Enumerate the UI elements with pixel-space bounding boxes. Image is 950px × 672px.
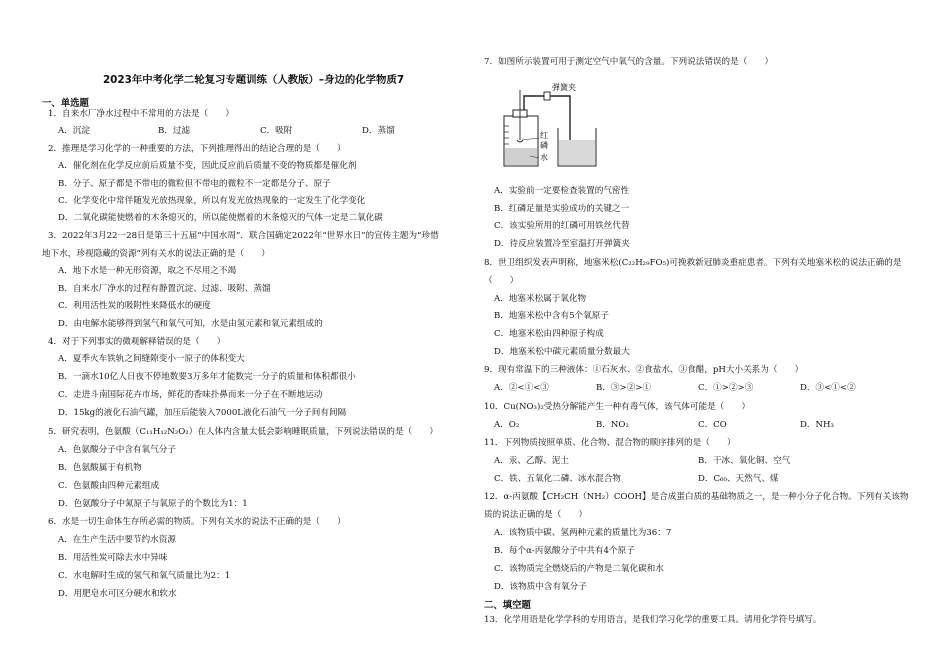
q2-option-d[interactable]: D．二氧化碳能使燃着的木条熄灭的，所以能使燃着的木条熄灭的气体一定是二氧化碳 bbox=[58, 213, 383, 223]
section-heading-single-choice: 一、单选题 bbox=[42, 98, 89, 109]
q2-option-c[interactable]: C．化学变化中常伴随发光放热现象，所以有发光放热现象的一定发生了化学变化 bbox=[58, 196, 366, 206]
q3-option-c[interactable]: C．利用活性炭的吸附性来降低水的硬度 bbox=[58, 301, 211, 311]
q12-option-c[interactable]: C．该物质完全燃烧后的产物是二氧化碳和水 bbox=[494, 564, 664, 574]
q6-option-a[interactable]: A．在生产生活中要节约水资源 bbox=[58, 535, 176, 545]
q1-option-b[interactable]: B．过滤 bbox=[158, 126, 191, 136]
q4-option-d[interactable]: D．15kg的液化石油气罐，加压后能装入7000L液化石油气一分子间有间隔 bbox=[58, 408, 347, 418]
q6-stem: 6．水是一切生命体生存所必需的物质。下列有关水的说法不正确的是（ ） bbox=[48, 517, 346, 527]
q5-option-b[interactable]: B．色氨酸属于有机物 bbox=[58, 463, 142, 473]
label-phosphorus: 磷 bbox=[540, 141, 548, 150]
q1-stem: 1．自来水厂净水过程中不常用的方法是（ ） bbox=[48, 109, 234, 119]
q11-option-c[interactable]: C．铁、五氧化二磷、冰水混合物 bbox=[494, 474, 621, 484]
q7-option-d[interactable]: D．待反应装置冷至室温打开弹簧夹 bbox=[494, 239, 630, 249]
q12-option-b[interactable]: B．每个α-丙氨酸分子中共有4个原子 bbox=[494, 546, 635, 556]
q12-option-d[interactable]: D．该物质中含有氧分子 bbox=[494, 582, 587, 592]
spring-clamp bbox=[544, 92, 550, 100]
q10-stem: 10．Cu(NO₃)₂受热分解能产生一种有毒气体，该气体可能是（ ） bbox=[484, 402, 751, 412]
label-red: 红 bbox=[540, 131, 548, 140]
q9-option-c[interactable]: C．①>②>③ bbox=[698, 383, 754, 393]
q11-option-b[interactable]: B．干冰、氧化铜、空气 bbox=[698, 456, 791, 466]
section-heading-fill-in: 二、填空题 bbox=[484, 600, 531, 611]
q5-option-a[interactable]: A．色氨酸分子中含有氧气分子 bbox=[58, 445, 176, 455]
q12-stem-line2: 质的说法正确的是（ ） bbox=[484, 510, 588, 520]
q10-option-d[interactable]: D．NH₃ bbox=[800, 420, 834, 430]
q6-option-d[interactable]: D．用肥皂水可区分硬水和软水 bbox=[58, 589, 177, 599]
q2-option-b[interactable]: B．分子、原子都是不带电的微粒但不带电的微粒不一定都是分子、原子 bbox=[58, 179, 331, 189]
q1-option-c[interactable]: C．吸附 bbox=[260, 126, 293, 136]
q5-stem: 5．研究表明，色氨酸（C₁₁H₁₂N₂O₂）在人体内含量太低会影响睡眠质量，下列说法错误的是（ ） bbox=[48, 427, 438, 437]
q9-option-d[interactable]: D．③<①<② bbox=[800, 383, 856, 393]
q6-option-c[interactable]: C．水电解时生成的氢气和氧气质量比为2：1 bbox=[58, 571, 231, 581]
q8-stem-line2: （ ） bbox=[484, 276, 519, 286]
q11-stem: 11．下列物质按照单质、化合物、混合物的顺序排列的是（ ） bbox=[484, 438, 736, 448]
q8-option-d[interactable]: D．地塞米松中碳元素质量分数最大 bbox=[494, 347, 630, 357]
q5-option-c[interactable]: C．色氨酸由四种元素组成 bbox=[58, 481, 160, 491]
q7-option-b[interactable]: B．红磷足量是实验成功的关键之一 bbox=[494, 204, 630, 214]
beaker-water bbox=[559, 140, 595, 165]
q4-option-c[interactable]: C．走进斗南国际花卉市场，鲜花的香味扑鼻而来一分子在不断地运动 bbox=[58, 390, 323, 400]
q3-option-d[interactable]: D．由电解水能够得到氢气和氧气可知，水是由氢元素和氧元素组成的 bbox=[58, 319, 323, 329]
label-water: 水 bbox=[540, 153, 548, 162]
document-title: 2023年中考化学二轮复习专题训练（人教版）–身边的化学物质7 bbox=[102, 74, 405, 86]
q10-option-c[interactable]: C．CO bbox=[698, 420, 727, 430]
q4-option-a[interactable]: A．夏季火车铁轨之间缝隙变小一原子的体积变大 bbox=[58, 354, 245, 364]
q11-option-a[interactable]: A．汞、乙醇、泥土 bbox=[494, 456, 569, 466]
q7-option-a[interactable]: A．实验前一定要检查装置的气密性 bbox=[494, 186, 630, 196]
q8-option-c[interactable]: C．地塞米松由四种原子构成 bbox=[494, 329, 604, 339]
q3-option-b[interactable]: B．自来水厂净水的过程有静置沉淀、过滤、吸附、蒸馏 bbox=[58, 284, 271, 294]
q4-option-b[interactable]: B．一滴水10亿人日夜不停地数要3万多年才能数完一分子的质量和体积都很小 bbox=[58, 372, 356, 382]
q2-stem: 2．推理是学习化学的一种重要的方法，下列推理得出的结论合理的是（ ） bbox=[48, 144, 346, 154]
q5-option-d[interactable]: D．色氨酸分子中氮原子与氧原子的个数比为1：1 bbox=[58, 499, 248, 509]
q8-option-a[interactable]: A．地塞米松属于氧化物 bbox=[494, 294, 587, 304]
q12-option-a[interactable]: A．该物质中碳、氢两种元素的质量比为36：7 bbox=[494, 528, 672, 538]
q6-option-b[interactable]: B．用活性炭可除去水中异味 bbox=[58, 553, 168, 563]
q3-stem-line1: 3．2022年3月22一28日是第三十五届“中国水周”．联合国确定2022年“世界水日”的宣传主题为“珍惜 bbox=[48, 231, 439, 241]
q12-stem-line1: 12．α-丙氨酸【CH₃CH（NH₂）COOH】是合成蛋白质的基础物质之一，是一种小分子化合物。下列有关该物 bbox=[484, 492, 909, 502]
q7-stem: 7．如图所示装置可用于测定空气中氧气的含量。下列说法错误的是（ ） bbox=[484, 57, 774, 67]
q4-stem: 4．对于下列事实的微观解释错误的是（ ） bbox=[48, 337, 226, 347]
q9-stem: 9．现有常温下的三种液体：①石灰水、②食盐水、③食醋，pH大小关系为（ ） bbox=[484, 365, 804, 375]
q2-option-a[interactable]: A．催化剂在化学反应前后质量不变，因此反应前后质量不变的物质都是催化剂 bbox=[58, 161, 357, 171]
q3-option-a[interactable]: A．地下水是一种无形资源，取之不尽用之不竭 bbox=[58, 266, 237, 276]
q13-stem: 13．化学用语是化学学科的专用语言，是我们学习化学的重要工具。请用化学符号填写。 bbox=[484, 615, 822, 625]
q9-option-b[interactable]: B．③>②>① bbox=[596, 383, 652, 393]
q10-option-a[interactable]: A．O₂ bbox=[494, 420, 520, 430]
oxygen-measurement-apparatus-figure bbox=[500, 82, 600, 172]
q8-option-b[interactable]: B．地塞米松中含有5个氧原子 bbox=[494, 311, 609, 321]
q3-stem-line2: 地下水，珍视隐藏的资源”列有关水的说法正确的是（ ） bbox=[42, 249, 270, 259]
q7-option-c[interactable]: C．该实验所用的红磷可用铁丝代替 bbox=[494, 221, 630, 231]
q8-stem-line1: 8．世卫组织发表声明称，地塞米松(C₂₂H₂₉FO₅)可挽救新冠肺炎重症患者。下列有关地塞米松的说法正确的是 bbox=[484, 258, 902, 268]
q11-option-d[interactable]: D．C₆₀、天然气、煤 bbox=[698, 474, 779, 484]
q10-option-b[interactable]: B．NO₂ bbox=[596, 420, 629, 430]
q1-option-a[interactable]: A．沉淀 bbox=[58, 126, 90, 136]
q9-option-a[interactable]: A．②<①<③ bbox=[494, 383, 549, 393]
label-clamp: 弹簧夹 bbox=[552, 83, 576, 92]
q1-option-d[interactable]: D．蒸馏 bbox=[362, 126, 395, 136]
